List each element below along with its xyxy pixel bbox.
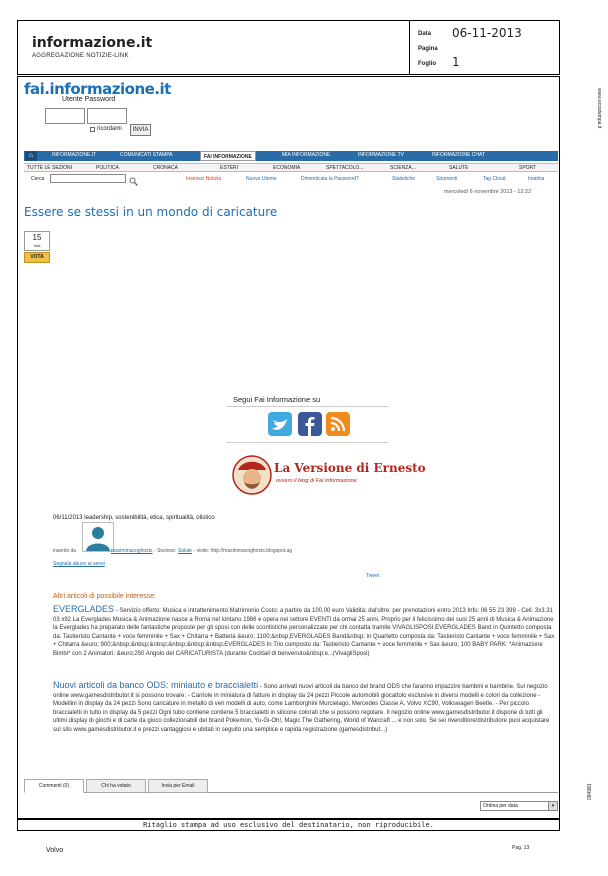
order-select[interactable] xyxy=(480,801,558,811)
nav-top-item[interactable]: MIA INFORMAZIONE xyxy=(282,152,331,158)
site-logo[interactable]: fai.informazione.it xyxy=(24,80,171,98)
posted-prefix: inserito da xyxy=(53,548,77,554)
foglio-value: 1 xyxy=(452,55,460,69)
link-stats[interactable]: Statistiche xyxy=(392,176,416,182)
username-input[interactable] xyxy=(45,108,85,124)
source-subtitle: AGGREGAZIONE NOTIZIE-LINK xyxy=(32,53,129,59)
rss-icon[interactable] xyxy=(326,412,350,441)
password-input[interactable] xyxy=(87,108,127,124)
related-heading: Altri articoli di possibile interesse: xyxy=(53,593,157,600)
tab-send-email[interactable]: Invia per Email xyxy=(148,779,208,793)
related-article xyxy=(53,605,558,659)
link-tools[interactable]: Strumenti xyxy=(436,176,458,182)
nav-top-item[interactable]: INFORMAZIONE CHAT xyxy=(432,152,485,158)
page-number: Pag. 13 xyxy=(512,845,530,851)
vote-button[interactable]: VOTA xyxy=(24,252,50,263)
nav-top-item-active[interactable]: FAI INFORMAZIONE xyxy=(200,151,256,161)
facebook-icon[interactable] xyxy=(298,412,322,441)
section-link[interactable]: Salute xyxy=(177,548,193,554)
related-article-body: - Servizio offerto: Musica e intrattenimento Matrimonio Costo: a partire da 100,00 euro Validità: dal'oltre: per prenotazioni entro 2013 Info: 06 55 23 399 - Cell. 3x3.31 03 x92 La Everglades Musica & Animazione nasce a Roma nel lontano 1986 e opera nei settore EVENTI da ormai 25 anni. Proprio per il felicissimo dei suoi 25 anni di Musica & Animazione la Everglades ha preparato delle fantastiche proposte per gli sposi con delle scontistiche personalizzate per chi contatta tramite VIVAGLISPOSI.EVERGLADES Band in Quintetto composta da: Tastieristo Cantante + voce femminile + Sax + Chitarra + Batteria &euro; 1100;&nbsp;EVERGLADES Band&nbsp; in Quartetto composta da: Tastieristo Cantante + voce femminile + Sax + Chitarra &euro; 900;&nbsp;&nbsp;&nbsp;&nbsp;&nbsp;&nbsp;EVERGLADES In Trio composto da: Tastieristo Cantante + voce femminile + Sax &euro; 100 BABY PARK: *Animazione Bimbi* con 2 Animatori: &euro;250 Angolo del CARICATURISTA (durante Cocktail di benvenuto&nbsp;e...(VivagliSposi) xyxy=(53,608,555,657)
section-item[interactable]: ECONOMIA xyxy=(273,165,301,171)
tweet-link[interactable]: Tweet xyxy=(366,573,380,579)
home-icon[interactable]: ⌂ xyxy=(25,151,37,161)
nav-top-item[interactable]: COMUNICATI STAMPA xyxy=(120,152,173,158)
related-article-body: - Sono arrivati nuovi articoli da banco del brand ODS che faranno impazzire bambini e bambine. Sul negozio online www.gamesdistributor.it si possono trovare: - Carriole in miniatura di fatture in display da 24 pezzi Piccole automobili giocattolo esclusive in diversi modelli e colori da collezione - Modellini in display da 24 pezzi Sono caricature in metallo di veri modelli di auto, come Lamborghini Murcielago, Mercedes Classe A, Volvo XC90, Volkswagen Beetle. - Per piccolo braccialetti in tutto in display da 5 pezzi Ogni tubo contiene contiene 5 braccialetti in silicone colorati che si possono regolare. Il negozio online www.gamesdistributor.it dispone di tutti gli ultimi display di giochi e di carte da gioco collezionabili del brand Pokemon, Yu-Gi-Oh!, Magic The Gathering, World of Warcraft ... e non solo. Se sei rivenditore/distributore puoi acquistare sul sito www.gamesdistributor.it e prezzi vantaggiosi e ubitati in seguito una semplice e rapida registrazione (gamesdistribut...) xyxy=(53,684,550,733)
author-link[interactable]: maximmacoghosts xyxy=(110,548,153,554)
posted-by xyxy=(53,548,292,554)
section-item[interactable]: SCIENZA... xyxy=(390,165,416,171)
source-title: informazione.it xyxy=(32,35,153,51)
divider xyxy=(226,406,388,407)
section-item[interactable]: TUTTE LE SEZIONI xyxy=(27,165,73,171)
search-label: Cerca xyxy=(31,176,45,182)
chevron-down-icon: ▾ xyxy=(548,802,557,810)
related-article-title[interactable]: EVERGLADES xyxy=(53,604,115,614)
posted-suffix: - visite: http://maximmacoghosts.blogspot.ag xyxy=(193,548,293,554)
article-meta: 06/11/2013 leadership, sostenibilità, etica, spiritualità, olistico xyxy=(53,515,215,521)
article-title: Essere se stessi in un mondo di caricature xyxy=(24,205,278,219)
follow-label: Segui Fai Informazione su xyxy=(233,395,321,404)
order-select-value: Ordina per data xyxy=(483,803,518,809)
related-article-title[interactable]: Nuovi articoli da banco ODS: miniauto e braccialetti xyxy=(53,680,259,690)
twitter-icon[interactable] xyxy=(268,412,292,441)
blog-title[interactable]: La Versione di Ernesto xyxy=(274,461,426,475)
blog-subtitle: ovvero il blog di Fai Informazione xyxy=(276,478,357,484)
link-insert-news[interactable]: Inserisci Notizia xyxy=(186,176,222,182)
blog-avatar-image[interactable] xyxy=(232,455,272,495)
clip-header xyxy=(17,20,560,75)
search-icon[interactable] xyxy=(129,173,138,182)
nav-top-item[interactable]: INFORMAZIONE.IT xyxy=(52,152,97,158)
pagina-label: Pagina xyxy=(418,46,438,52)
current-date: mercoledì 6 novembre 2013 - 12:22 xyxy=(444,189,532,195)
section-item[interactable]: SPORT xyxy=(519,165,537,171)
clip-footer: Ritaglio stampa ad uso esclusivo del destinatario, non riproducibile. xyxy=(17,819,560,831)
top-nav xyxy=(24,151,558,161)
tab-voters[interactable]: Chi ha votato xyxy=(86,779,146,793)
foglio-label: Foglio xyxy=(418,61,436,67)
report-abuse-link[interactable]: Segnala abuso ai sensi xyxy=(53,561,105,567)
section-nav xyxy=(24,163,558,172)
clip-header-meta xyxy=(410,21,559,74)
nav-top-item[interactable]: INFORMAZIONE TV xyxy=(358,152,405,158)
link-imatina[interactable]: Imatina xyxy=(528,176,545,182)
clip-header-source xyxy=(18,21,410,74)
section-item[interactable]: SALUTE xyxy=(449,165,469,171)
section-prefix: - Sezione: xyxy=(153,548,177,554)
section-item[interactable]: CRONACA xyxy=(153,165,179,171)
link-tag-cloud[interactable]: Tag Cloud xyxy=(483,176,506,182)
link-forgot-password[interactable]: Dimenticata la Password? xyxy=(301,176,359,182)
related-article xyxy=(53,681,558,735)
divider xyxy=(226,442,388,443)
vote-counter xyxy=(24,231,50,251)
side-code: 094981 xyxy=(587,783,594,800)
section-item[interactable]: SPETTACOLO... xyxy=(326,165,364,171)
data-value: 06-11-2013 xyxy=(452,26,522,40)
tab-comments[interactable]: Commenti (0) xyxy=(24,779,84,793)
remember-label: ricordami xyxy=(97,126,122,132)
bottom-label: Volvo xyxy=(46,847,64,854)
vote-count-label: Voti xyxy=(33,243,41,248)
login-submit-button[interactable]: INVIA xyxy=(130,124,151,136)
data-label: Data xyxy=(418,31,432,37)
vote-count: 15 xyxy=(32,233,42,242)
remember-checkbox[interactable] xyxy=(90,127,95,132)
section-item[interactable]: ESTERI xyxy=(220,165,239,171)
link-new-user[interactable]: Nuovo Utente xyxy=(246,176,277,182)
side-url: www.ecostampa.it xyxy=(596,88,602,129)
login-label: Utente Password xyxy=(62,96,116,103)
search-input[interactable] xyxy=(50,174,126,183)
comment-tabs xyxy=(24,779,558,793)
section-item[interactable]: POLITICA xyxy=(96,165,119,171)
